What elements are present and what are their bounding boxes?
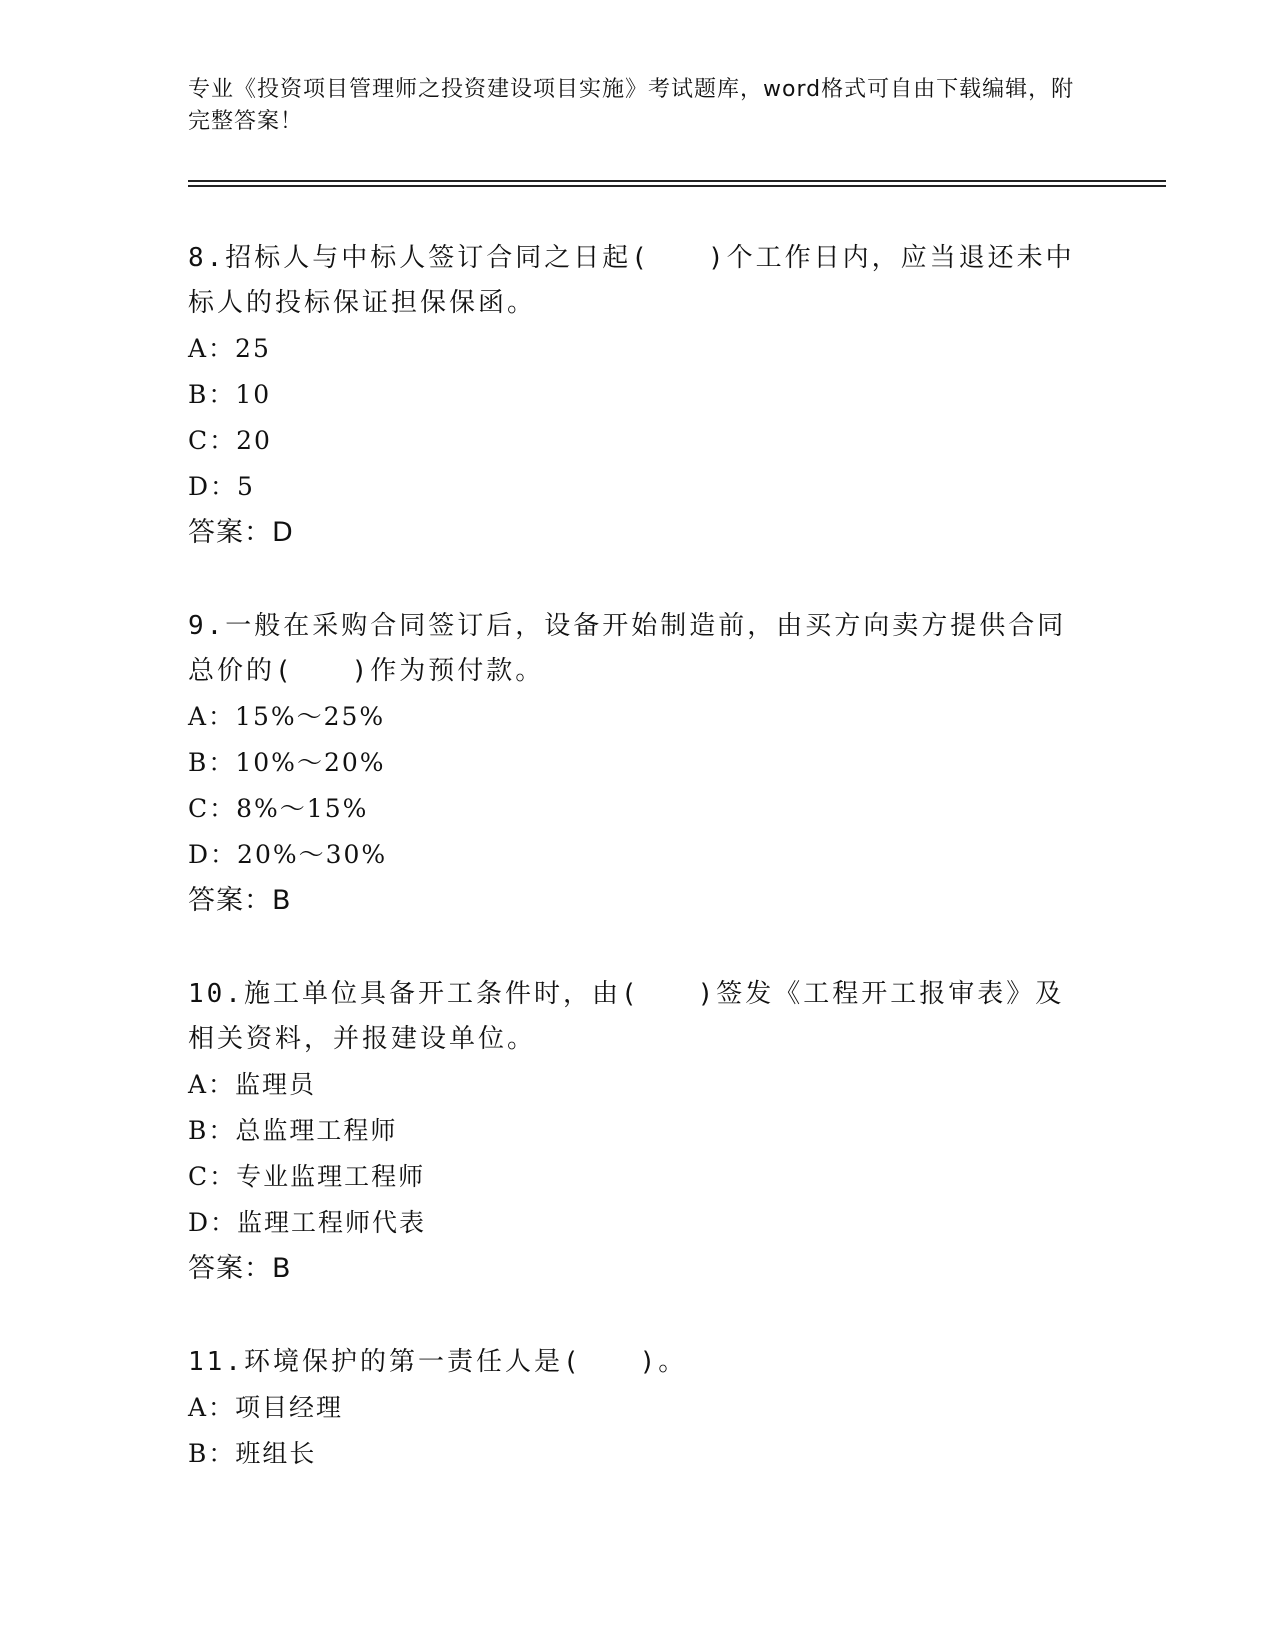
option-c: C：8%～15% [188,794,369,823]
option-d: D：监理工程师代表 [188,1208,427,1237]
option-c: C：20 [188,426,272,455]
option-a: A：监理员 [188,1070,317,1099]
question-stem: 9.一般在采购合同签订后，设备开始制造前，由买方向卖方提供合同总价的( )作为预付款。 [188,611,1067,686]
question-stem: 10.施工单位具备开工条件时，由( )签发《工程开工报审表》及相关资料，并报建设单位。 [188,979,1065,1054]
answer-line: 答案：B [188,885,292,916]
question-8 [188,236,1088,556]
question-11 [188,1340,1088,1477]
option-b: B：班组长 [188,1439,317,1468]
option-d: D：5 [188,472,255,501]
option-c: C：专业监理工程师 [188,1162,426,1191]
option-a: A：项目经理 [188,1393,344,1422]
header-divider-bottom [188,185,1166,187]
question-10 [188,972,1088,1292]
answer-line: 答案：B [188,1253,292,1284]
question-stem: 11.环境保护的第一责任人是( )。 [188,1347,688,1377]
option-a: A：15%～25% [188,702,386,731]
header-divider-top [188,180,1166,182]
option-b: B：10%～20% [188,748,386,777]
option-b: B：10 [188,380,272,409]
option-d: D：20%～30% [188,840,388,869]
header-text: 专业《投资项目管理师之投资建设项目实施》考试题库，word格式可自由下载编辑，附完整答案！ [188,77,1075,134]
option-a: A：25 [188,334,271,363]
document-header [188,74,1078,138]
question-9 [188,604,1088,924]
answer-line: 答案：D [188,517,294,548]
option-b: B：总监理工程师 [188,1116,398,1145]
question-stem: 8.招标人与中标人签订合同之日起( )个工作日内，应当退还未中标人的投标保证担保保函。 [188,243,1075,318]
